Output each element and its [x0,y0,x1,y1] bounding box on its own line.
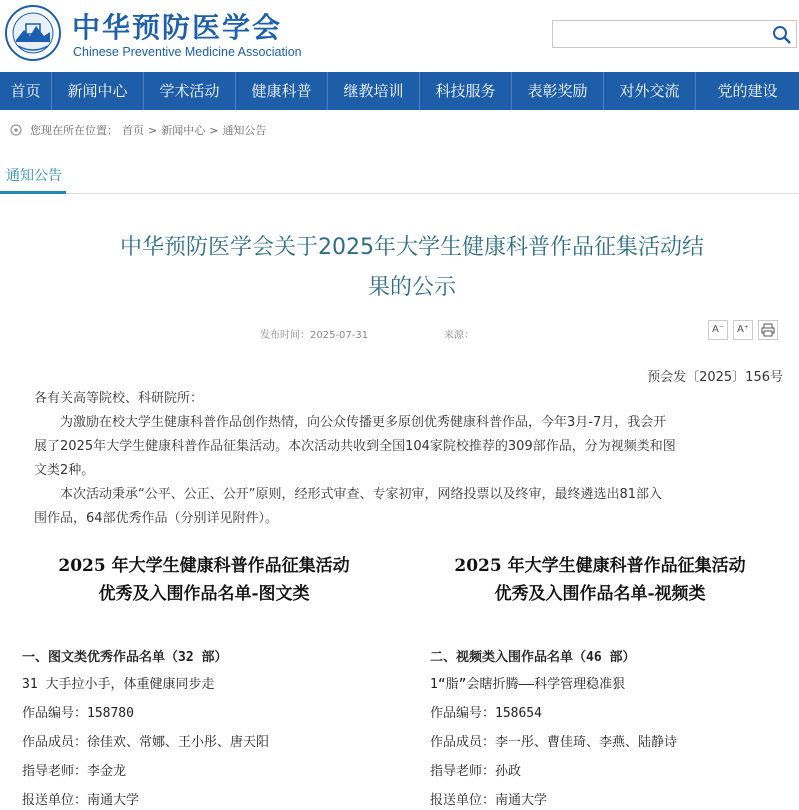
right-doc-title [410,552,790,608]
site-subtitle: Chinese Preventive Medicine Association [73,45,302,59]
main-nav [0,72,799,110]
paragraph-2 [34,483,784,531]
left-doc-heading: 一、图文类优秀作品名单（32 部） [22,650,228,665]
right-doc-title-line1: 2025 年大学生健康科普作品征集活动 [454,556,746,576]
tab-active-indicator [0,191,66,194]
left-entry-number: 作品编号：158780 [22,706,134,721]
print-icon [761,323,775,337]
paragraph-2-line1: 本次活动秉承“公平、公正、公开”原则，经形式审查、专家初审，网络投票以及终审，最终遴选出81部入 [60,487,663,502]
nav-item-tech-service[interactable]: 科技服务 [420,72,512,110]
site-header [0,0,799,70]
left-doc-title-line1: 2025 年大学生健康科普作品征集活动 [58,556,350,576]
right-entry-members: 作品成员：李一彤、曹佳琦、李燕、陆静诗 [430,735,678,750]
association-logo-icon[interactable] [4,4,62,62]
font-increase-button[interactable]: A⁺ [733,320,753,340]
breadcrumb-notice[interactable]: 通知公告 [222,124,267,137]
left-entry-teacher: 指导老师：李金龙 [22,764,127,779]
right-entry-number: 作品编号：158654 [430,706,542,721]
section-divider [0,193,799,194]
article-title-line1: 中华预防医学会关于2025年大学生健康科普作品征集活动结 [120,235,704,260]
publish-label: 发布时间： [260,330,310,341]
breadcrumb-prefix: 您现在所在位置： [30,124,118,137]
article-title-line2: 果的公示 [367,275,456,300]
nav-item-awards[interactable]: 表彰奖励 [512,72,604,110]
breadcrumb-separator: > [209,123,219,137]
search-icon[interactable] [771,24,793,46]
nav-item-exchange[interactable]: 对外交流 [604,72,696,110]
nav-item-academic[interactable]: 学术活动 [144,72,236,110]
document-number: 预会发〔2025〕156号 [647,370,783,385]
nav-item-home[interactable]: 首页 [0,72,52,110]
nav-item-party[interactable]: 党的建设 [717,82,778,100]
publish-time [260,326,368,341]
nav-item-health-science[interactable]: 健康科普 [236,72,328,110]
right-entry-teacher: 指导老师：孙政 [430,764,522,779]
left-entry-title: 31 大手拉小手，体重健康同步走 [22,677,215,692]
font-decrease-button[interactable]: A⁻ [708,320,728,340]
search-box [552,20,797,48]
source-label: 来源： [444,330,474,341]
paragraph-1-line3: 文类2种。 [34,463,95,478]
nav-item-training[interactable]: 继教培训 [328,72,420,110]
breadcrumb-home[interactable]: 首页 [122,124,144,137]
paragraph-1-line1: 为激励在校大学生健康科普作品创作热情，向公众传播更多原创优秀健康科普作品，今年3月-7月，我会开 [60,415,667,430]
article [12,200,799,526]
article-title [72,228,752,308]
paragraph-1-line2: 展了2025年大学生健康科普作品征集活动。本次活动共收到全国104家院校推荐的309部作品，分为视频类和图 [34,439,676,454]
paragraph-2-line2: 围作品，64部优秀作品（分别详见附件）。 [34,511,279,526]
breadcrumb-separator: > [148,123,158,137]
location-icon [10,124,22,136]
publish-date: 2025-07-31 [310,330,369,341]
article-source [444,326,474,341]
breadcrumb-news[interactable]: 新闻中心 [161,124,206,137]
right-doc-title-line2: 优秀及入围作品名单-视频类 [494,584,706,604]
left-entry-unit: 报送单位：南通大学 [22,793,140,808]
right-entry-unit: 报送单位：南通大学 [430,793,548,808]
print-button[interactable] [758,320,778,340]
greeting: 各有关高等院校、科研院所： [34,391,204,406]
left-doc-title [14,552,394,608]
right-entry-title: 1“脂”会瞎折腾——科学管理稳准狠 [430,677,626,692]
paragraph-1 [34,411,784,483]
nav-item-news[interactable]: 新闻中心 [52,72,144,110]
breadcrumb [10,122,266,138]
left-entry-members: 作品成员：徐佳欢、常娜、王小彤、唐天阳 [22,735,270,750]
tab-notices[interactable]: 通知公告 [6,168,62,184]
right-doc-heading: 二、视频类入围作品名单（46 部） [430,650,636,665]
site-title[interactable]: 中华预防医学会 [72,11,283,44]
left-doc-title-line2: 优秀及入围作品名单-图文类 [98,584,310,604]
search-input[interactable] [553,21,763,47]
